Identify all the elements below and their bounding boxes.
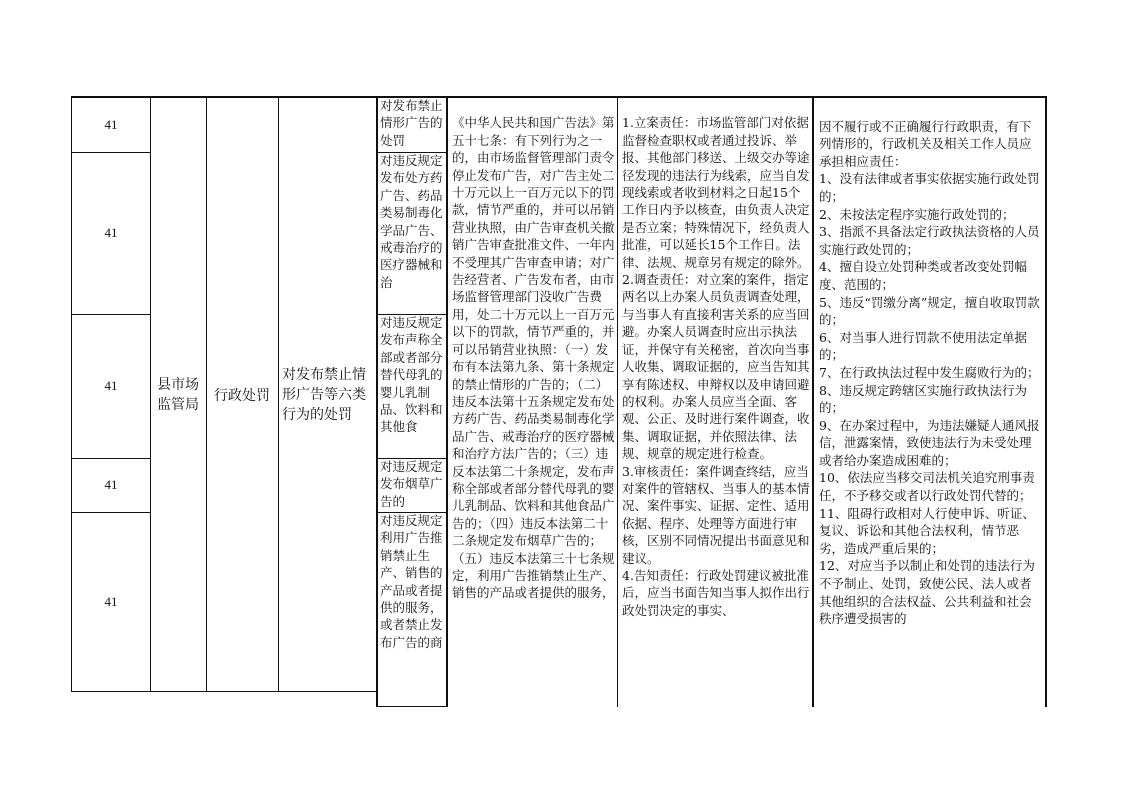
table-border [71,96,1047,98]
table-border [446,96,448,707]
department-cell: 县市场监管局 [157,376,199,413]
table-border [278,96,279,692]
category-cell: 行政处罚 [214,387,270,404]
duty-cell: 1.立案责任：市场监管部门对依据监督检查职权或者通过投诉、举报、其他部门移送、上级交办等途径发现的违法行为线索，应当自发现线索或者收到材料之日起15个工作日内予以核查，由负责人决定是否立案；特殊情况下，经负责人批准，可以延长15个工作日。法律、法规、规章另有规定的除外。 2.调查责任：对立案的案件，指定两名以上办案人员负责调查处理，与当事人有直接利害关系的应当回避。办案人员调查时应出示执法证，并保守有关秘密，首次向当事人收集、调取证据的，应当告知其享有陈述权、申辩权以及申请回避的权利。办案人员应当全面、客观、公正、及时进行案件调查，收集、调取证据，并依照法律、法规、规章的规定进行检查。 3.审核责任：案件调查终结，应当对案件的管辖权、当事人的基本情况、案件事实、证据、定性、适用依据、程序、处理等方面进行审核，区别不同情况提出书面意见和建议。 4.告知责任：行政处罚建议被批准后，应当书面告知当事人拟作出行政处罚决定的事实、 [622,115,810,618]
table-border [71,691,378,692]
table-border [71,314,150,315]
sub-item-cell: 对违反规定发布处方药广告、药品类易制毒化学品广告、戒毒治疗的医疗器械和治 [380,153,443,290]
table-border [71,152,150,153]
table-border [376,96,378,707]
row-seq: 41 [104,225,118,240]
table-border [71,96,72,692]
sub-item-cell: 对违反规定发布烟草广告的 [380,459,443,509]
table-border [206,96,207,692]
table-border [376,314,447,315]
table-border [376,706,447,707]
row-seq: 41 [104,477,118,492]
table-border [812,96,814,707]
table-border [1045,96,1047,707]
table-border [376,512,447,513]
legal-basis-cell: 《中华人民共和国广告法》第五十七条：有下列行为之一的，由市场监督管理部门责令停止发布广告，对广告主处二十万元以上一百万元以下的罚款，情节严重的，并可以吊销营业执照，由广告审查机关撤销广告审查批准文件、一年内不受理其广告审查申请；对广告经营者、广告发布者，由市场监督管理部门没收广告费用，处二十万元以上一百万元以下的罚款，情节严重的，并可以吊销营业执照：（一）发布有本法第九条、第十条规定的禁止情形的广告的；（二）违反本法第十五条规定发布处方药广告、药品类易制毒化学品广告、戒毒治疗的医疗器械和治疗方法广告的；（三）违反本法第二十条规定，发布声称全部或者部分替代母乳的婴儿乳制品、饮料和其他食品广告的；（四）违反本法第二十二条规定发布烟草广告的；（五）违反本法第三十七条规定，利用广告推销禁止生产、销售的产品或者提供的服务， [452,115,615,601]
accountability-cell: 因不履行或不正确履行行政职责，有下列情形的，行政机关及相关工作人员应承担相应责任： 1、没有法律或者事实依据实施行政处罚的； 2、未按法定程序实施行政处罚的； 3、指派不具备法定行政执法资格的人员实施行政处罚的； 4、擅自设立处罚种类或者改变处罚幅度、范围的； 5、违反“罚缴分离”规定，擅自收取罚款的； 6、对当事人进行罚款不使用法定单据的； 7、在行政执法过程中发生腐败行为的； 8、违反规定跨辖区实施行政执法行为的； 9、在办案过程中，为违法嫌疑人通风报信，泄露案情，致使违法行为未受处理或者给办案造成困难的； 10、依法应当移交司法机关追究刑事责任，不予移交或者以行政处罚代替的； 11、阻碍行政相对人行使申诉、听证、复议、诉讼和其他合法权利，情节恶劣，造成严重后果的； 12、对应当予以制止和处罚的违法行为不予制止、处罚，致使公民、法人或者其他组织的合法权益、公共利益和社会秩序遭受损害的 [819,118,1040,627]
item-title-cell: 对发布禁止情形广告等六类行为的处罚 [282,366,366,423]
table-border [376,152,447,153]
table-border [376,458,447,459]
table-border [71,458,150,459]
table-border [150,96,151,692]
sub-item-cell: 对违反规定利用广告推销禁止生产、销售的产品或者提供的服务，或者禁止发布广告的商 [380,513,443,650]
table-border [71,512,150,513]
row-seq: 41 [104,594,118,609]
row-seq: 41 [104,378,118,393]
sub-item-cell: 对发布禁止情形广告的处罚 [380,98,443,148]
row-seq: 41 [104,116,118,132]
table-border [617,96,618,707]
sub-item-cell: 对违反规定发布声称全部或者部分替代母乳的婴儿乳制品、饮料和其他食 [380,315,443,435]
